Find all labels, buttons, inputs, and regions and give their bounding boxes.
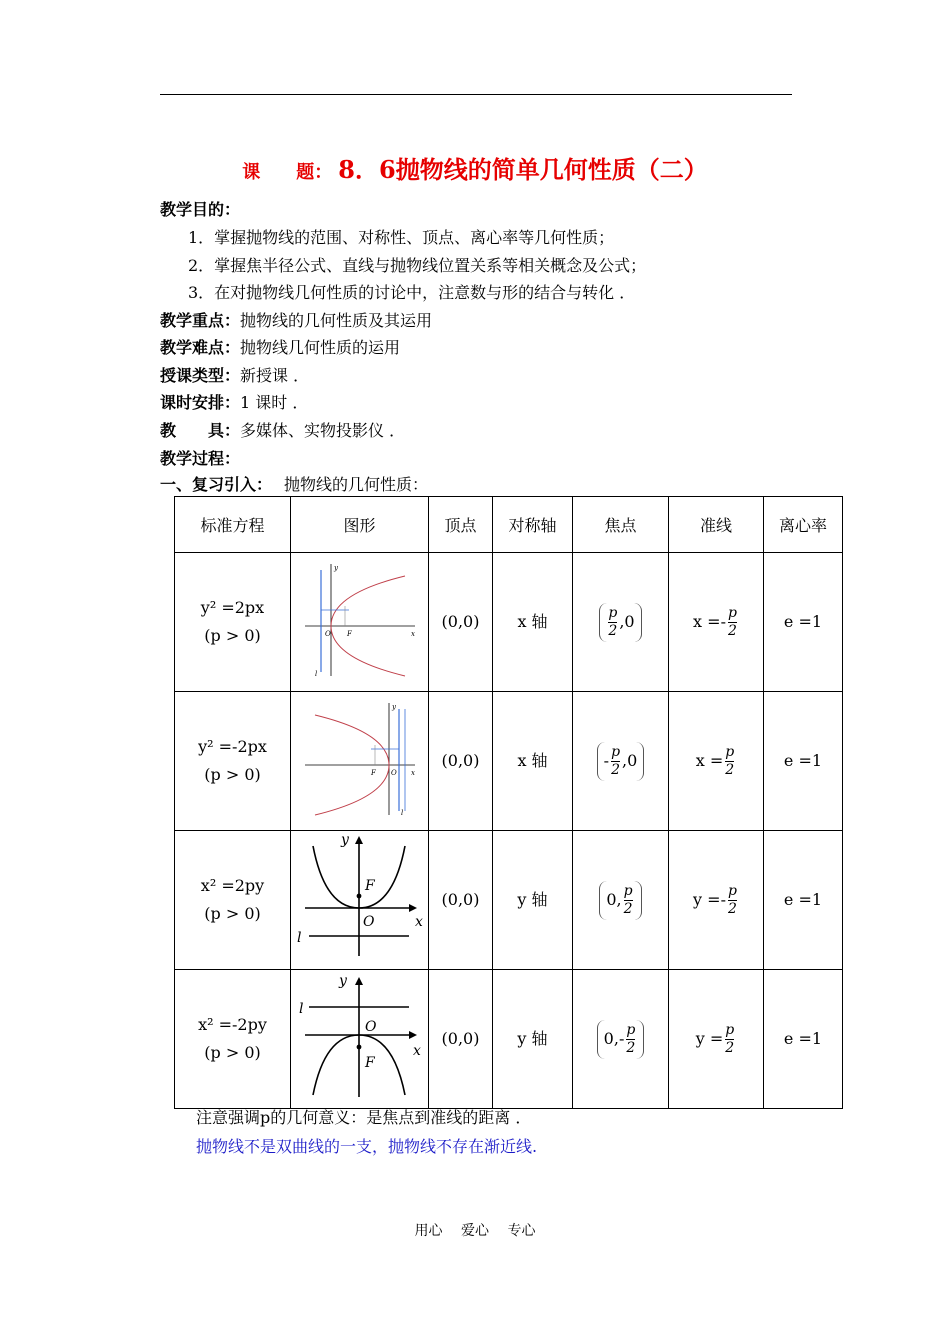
vertex-cell: (0,0) xyxy=(429,970,493,1109)
x-axis-label: x xyxy=(410,630,415,638)
header-cell: 离心率 xyxy=(764,497,843,553)
focus-cell xyxy=(573,831,669,970)
focus-value: - $\frac{p}{2}$ ,0 xyxy=(597,742,645,781)
key-point-label: 教学重点： xyxy=(160,311,241,330)
vertex-cell: (0,0) xyxy=(429,553,493,692)
origin-label: O xyxy=(390,769,397,777)
y-axis-label: y xyxy=(391,703,396,711)
directrix-label: l xyxy=(298,1001,303,1017)
header-cell: 图形 xyxy=(291,497,429,553)
note-asymptote: 抛物线不是双曲线的一支，抛物线不存在渐近线. xyxy=(196,1137,538,1156)
origin-label: O xyxy=(324,630,331,638)
objective-item: 2．掌握焦半径公式、直线与抛物线位置关系等相关概念及公式； xyxy=(188,256,647,275)
header-cell: 顶点 xyxy=(429,497,493,553)
vertex-cell: (0,0) xyxy=(429,831,493,970)
directrix-label: l xyxy=(296,930,301,946)
directrix-label: l xyxy=(400,809,403,817)
condition: (p > 0) xyxy=(204,1043,261,1062)
review xyxy=(160,475,428,495)
directrix-cell: y =- $\frac{p}{2}$ xyxy=(669,831,764,970)
header-cell: 对称轴 xyxy=(493,497,573,553)
focus-value: 0, $\frac{p}{2}$ xyxy=(599,881,641,920)
title-label: 课 题： xyxy=(242,162,333,183)
eccentricity-cell: e =1 xyxy=(764,970,843,1109)
page-footer: 用心 爱心 专心 xyxy=(414,1223,536,1239)
axis-cell: y 轴 xyxy=(493,970,573,1109)
table-row xyxy=(175,970,843,1109)
equation-cell xyxy=(175,692,291,831)
focus-value: 0,- $\frac{p}{2}$ xyxy=(597,1020,645,1059)
table-row xyxy=(175,831,843,970)
condition: (p > 0) xyxy=(204,904,261,923)
tools-text: 多媒体、实物投影仪 ． xyxy=(240,421,406,440)
focus-cell xyxy=(573,553,669,692)
equation: x² =2py xyxy=(200,876,265,895)
directrix-cell: x =- $\frac{p}{2}$ xyxy=(669,553,764,692)
eccentricity-cell: e =1 xyxy=(764,831,843,970)
table-row xyxy=(175,553,843,692)
focus-label: F xyxy=(364,878,375,894)
origin-label: O xyxy=(364,1019,376,1035)
objective-item: 1．掌握抛物线的范围、对称性、顶点、离心率等几何性质； xyxy=(188,228,615,247)
period-text: 1 课时 ． xyxy=(240,393,309,412)
eccentricity-cell: e =1 xyxy=(764,553,843,692)
x-axis-label: x xyxy=(414,914,423,930)
header-rule xyxy=(160,94,792,95)
equation-cell xyxy=(175,553,291,692)
graph-cell xyxy=(291,692,429,831)
eccentricity-cell: e =1 xyxy=(764,692,843,831)
graph-cell xyxy=(291,970,429,1109)
lesson-title xyxy=(0,150,950,185)
equation: x² =-2py xyxy=(198,1015,267,1034)
key-point xyxy=(160,311,432,331)
parabola-left-graph xyxy=(301,699,419,819)
period xyxy=(160,393,308,413)
objective-item: 3．在对抛物线几何性质的讨论中，注意数与形的结合与转化 ． xyxy=(188,283,636,302)
focus-value: $\frac{p}{2}$ ,0 xyxy=(599,603,641,642)
axis-cell: y 轴 xyxy=(493,831,573,970)
focus-cell xyxy=(573,970,669,1109)
x-axis-label: x xyxy=(412,1043,421,1059)
review-text: 抛物线的几何性质： xyxy=(284,475,429,494)
equation: y² =2px xyxy=(200,598,265,617)
y-axis-label: y xyxy=(340,832,349,848)
difficulty-label: 教学难点： xyxy=(160,338,241,357)
y-axis-label: y xyxy=(338,973,347,989)
equation: y² =-2px xyxy=(198,737,267,756)
tools xyxy=(160,421,405,441)
table-header-row xyxy=(175,497,843,553)
directrix-cell: x = $\frac{p}{2}$ xyxy=(669,692,764,831)
lesson-type xyxy=(160,366,309,386)
focus-label: F xyxy=(370,769,376,777)
focus-label: F xyxy=(364,1055,375,1071)
difficulty xyxy=(160,338,400,358)
process-label: 教学过程： xyxy=(160,449,241,468)
x-axis-label: x xyxy=(410,769,415,777)
note-p-meaning: 注意强调p的几何意义：是焦点到准线的距离 ． xyxy=(196,1108,532,1127)
objectives-heading: 教学目的： xyxy=(160,200,241,219)
origin-label: O xyxy=(362,914,374,930)
header-cell: 准线 xyxy=(669,497,764,553)
difficulty-text: 抛物线几何性质的运用 xyxy=(240,338,401,357)
lesson-type-text: 新授课 ． xyxy=(240,366,310,385)
key-point-text: 抛物线的几何性质及其运用 xyxy=(240,311,433,330)
condition: (p > 0) xyxy=(204,765,261,784)
directrix-cell: y = $\frac{p}{2}$ xyxy=(669,970,764,1109)
period-label: 课时安排： xyxy=(160,393,241,412)
header-cell: 焦点 xyxy=(573,497,669,553)
condition: (p > 0) xyxy=(204,626,261,645)
properties-table xyxy=(174,496,843,1109)
vertex-cell: (0,0) xyxy=(429,692,493,831)
focus-label: F xyxy=(346,630,352,638)
parabola-right-graph xyxy=(301,560,419,680)
title-text: 8．6抛物线的简单几何性质（二） xyxy=(338,155,708,184)
parabola-down-graph xyxy=(295,971,425,1103)
y-axis-label: y xyxy=(333,564,338,572)
header-cell: 标准方程 xyxy=(175,497,291,553)
axis-cell: x 轴 xyxy=(493,692,573,831)
tools-label: 教 具： xyxy=(160,421,241,440)
graph-cell xyxy=(291,831,429,970)
equation-cell xyxy=(175,831,291,970)
axis-cell: x 轴 xyxy=(493,553,573,692)
equation-cell xyxy=(175,970,291,1109)
parabola-up-graph xyxy=(295,832,425,964)
table-row xyxy=(175,692,843,831)
graph-cell xyxy=(291,553,429,692)
directrix-label: l xyxy=(314,670,317,678)
lesson-type-label: 授课类型： xyxy=(160,366,241,385)
focus-cell xyxy=(573,692,669,831)
review-label: 一、复习引入： xyxy=(160,475,273,494)
